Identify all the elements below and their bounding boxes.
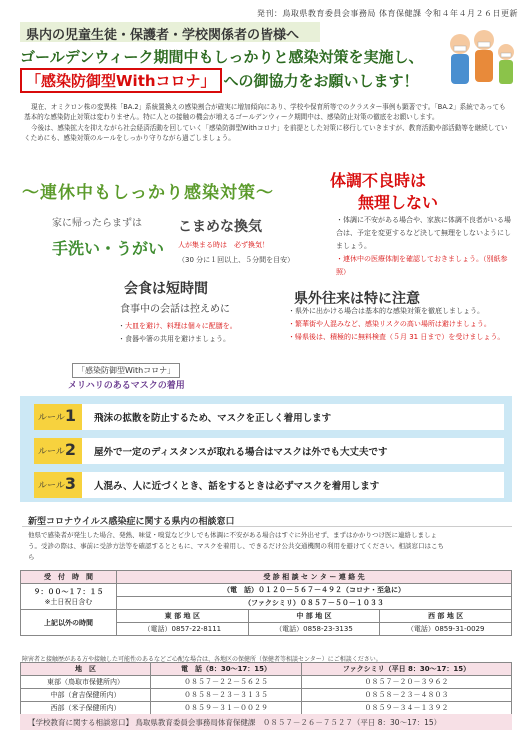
table-row [21,663,512,676]
table-header: 地 区 [21,663,151,676]
headline-line2 [20,68,440,93]
table-cell: 西部（米子保健所内） [21,702,151,715]
area-header: 東 部 地 区 [117,610,249,623]
table-cell: ０８５７－２０－３９６２ [301,676,511,689]
hours-note: ※土日祝日含む [44,597,93,606]
ventilation-red: 人が集まる時は 必ず換気！ [178,241,269,249]
home-title: 家に帰ったらまずは [52,214,142,229]
withcorona-label: 「感染防御型Withコロナ」 [20,68,222,93]
other-hours-label: 上記以外の時間 [21,610,117,636]
table-row [21,702,512,715]
table-row [21,571,512,584]
list-item: ・体調に不安がある場合や、家族に体調不良者がいる場合は、予定を変更するなど決して無理をしないようにしましょう。 [336,216,511,250]
meal-title: 会食は短時間 [124,281,208,297]
headline-line2-rest: への御協力をお願いします！ [223,72,419,90]
phone-cell: （電 話）０１２０－５６７－４９２（コロナ・至急に） [117,584,512,597]
divider [22,526,512,527]
rule-text: 人混み、人に近づくとき、話をするときは必ずマスクを着用します [94,481,380,492]
addressee: 県内の児童生徒・保護者・学校関係者の皆様へ [20,22,320,42]
table-cell: ０８５８－２３－３１３５ [151,689,302,702]
consult-title: 新型コロナウイルス感染症に関する県内の相談窓口 [28,517,235,527]
travel-item-1: 県外に出かける場合は基本的な感染対策を徹底しましょう。 [295,307,484,315]
home-main: 手洗い・うがい [52,236,164,259]
list-item: ・帰県後は、積極的に無料検査（５月 31 日まで）を受けましょう。 [288,333,505,341]
intro-paragraph-1: 現在、オミクロン株の変異株「BA.2」系統置換えの感染割合が確実に増加傾向にあり、学校や保育所等でのクラスター事例も顕著です。「BA.2」系統であっても基本的な感染防止対策は変わりません。特に人との接触の機会が増えるゴールデンウィーク期間中は、感染防止対策の徹底をお願いします。 [24,103,506,121]
table-row [21,689,512,702]
rule-number: 3 [64,474,76,493]
table-cell: 東部（鳥取市保健所内） [21,676,151,689]
rule-3 [34,472,504,498]
note: 障害者と接触歴がある方や接触した可能性のあるなどご心配な場合は、各地区の保健所（保健者等相談センター）にご相談ください。 [22,656,382,663]
rule-tag-label: ルール [38,413,65,423]
rule-tag [34,472,82,498]
rule-tag [34,438,82,464]
table-cell: ０８５７－２２－５６２５ [151,676,302,689]
travel-item-3: 帰県後は、積極的に無料検査（５月 31 日まで）を受けましょう。 [295,333,505,341]
table-row [21,610,512,623]
intro-text [24,102,510,144]
sick-title [330,170,490,214]
mask-sub: メリハリのあるマスクの着用 [68,381,185,391]
travel-title: 県外往来は特に注意 [294,291,420,307]
holiday-title: 〜連休中もしっかり感染対策〜 [22,183,274,203]
table-cell: ０８５９－３１－００２９ [151,702,302,715]
table-cell: 中部（倉吉保健所内） [21,689,151,702]
ventilation-title: こまめな換気 [178,219,262,235]
meal-item-2: 食器や箸の共用を避けましょう。 [125,335,230,343]
meal-list [118,320,237,346]
travel-list [288,305,512,344]
sick-list [336,214,512,279]
sick-title-line2: 無理しない [358,193,439,212]
list-item: ・連休中の医療体制を確認しておきましょう。（別紙参照） [336,255,508,276]
table-row [21,676,512,689]
rule-2 [34,438,504,464]
rule-tag [34,404,82,430]
list-item: ・大皿を避け、料理は個々に配膳を。 [118,322,237,330]
health-center-table [20,662,512,715]
rule-text: 飛沫の拡散を防止するため、マスクを正しく着用します [94,413,332,424]
ventilation-sub: （30 分に１回以上、５分間を目安） [178,256,295,264]
rule-number: 1 [64,406,76,425]
area-phone: （電話）0859-31-0029 [380,623,512,636]
rule-tag-label: ルール [38,447,65,457]
rule-number: 2 [64,440,76,459]
consult-body: 他県で感染者が発生した場合、発熱、味覚・嗅覚など少しでも体調に不安がある場合はすぐに外出せず、まずはかかりつけ医に連絡しましょう。受診の際は、事前に受診方法等を確認するとともに、マスクを着用し、できるだけ公共交通機関の利用を避けてください。相談窓口はこちら [28,531,444,561]
table-cell: ０８５８－２３－４８０３ [301,689,511,702]
sick-item-1: 体調に不安がある場合や、家族に体調不良者がいる場合は、予定を変更するなど決して無理をしないようにしましょう。 [336,216,511,250]
list-item: ・県外に出かける場合は基本的な感染対策を徹底しましょう。 [288,307,484,315]
family-illustration [440,22,520,100]
sick-title-line1: 体調不良時は [330,171,427,190]
intro-paragraph-2: 今後は、感染拡大を抑えながら社会経済活動を回していく「感染防御型Withコロナ」を前提とした対策に移行していきますが、教育活動や部活動等を継続していくためにも、感染対策のルールをしっかり守りながら過ごしましょう。 [24,124,508,142]
table-header: 受 付 時 間 [21,571,117,584]
mask-head: 「感染防御型Withコロナ」 [72,363,180,378]
meal-sub: 食事中の会話は控えめに [120,304,230,315]
area-header: 西 部 地 区 [380,610,512,623]
list-item: ・繁華街や人混みなど、感染リスクの高い場所は避けましょう。 [288,320,491,328]
table-header: 電 話（8：30〜17：15） [151,663,302,676]
list-item: ・食器や箸の共用を避けましょう。 [118,335,230,343]
rule-tag-label: ルール [38,481,65,491]
issuer-line: 発刊：鳥取県教育委員会事務局 体育保健課 令和４年４月２６日更新 [256,9,518,18]
area-phone: （電話）0857-22-8111 [117,623,249,636]
hours-cell [21,584,117,610]
table-header: 受 診 相 談 セ ン タ ー 連 絡 先 [117,571,512,584]
area-header: 中 部 地 区 [248,610,380,623]
travel-item-2: 繁華街や人混みなど、感染リスクの高い場所は避けましょう。 [295,320,491,328]
mask-rules [20,396,512,502]
consultation-table [20,570,512,636]
table-header: ファクシミリ（平日 8：30〜17：15） [301,663,511,676]
rule-text: 屋外で一定のディスタンスが取れる場合はマスクは外でも大丈夫です [94,447,388,458]
sick-item-2: 連休中の医療体制を確認しておきましょう。（別紙参照） [336,255,508,276]
table-row [21,584,512,597]
hours-value: ９：００〜１７：１５ [33,587,104,596]
rule-1 [34,404,504,430]
meal-item-1: 大皿を避け、料理は個々に配膳を。 [125,322,237,330]
headline-line1: ゴールデンウィーク期間中もしっかりと感染対策を実施し、 [20,48,424,66]
area-phone: （電話）0858-23-3135 [248,623,380,636]
table-cell: ０８５９－３４－１３９２ [301,702,511,715]
school-consult-footer: 【学校教育に関する相談窓口】 鳥取県教育委員会事務局体育保健課 ０８５７－２６－７５２７（平日 8：30〜17：15） [20,714,512,730]
fax-cell: （ファクシミリ）０８５７－５０－１０３３ [117,597,512,610]
